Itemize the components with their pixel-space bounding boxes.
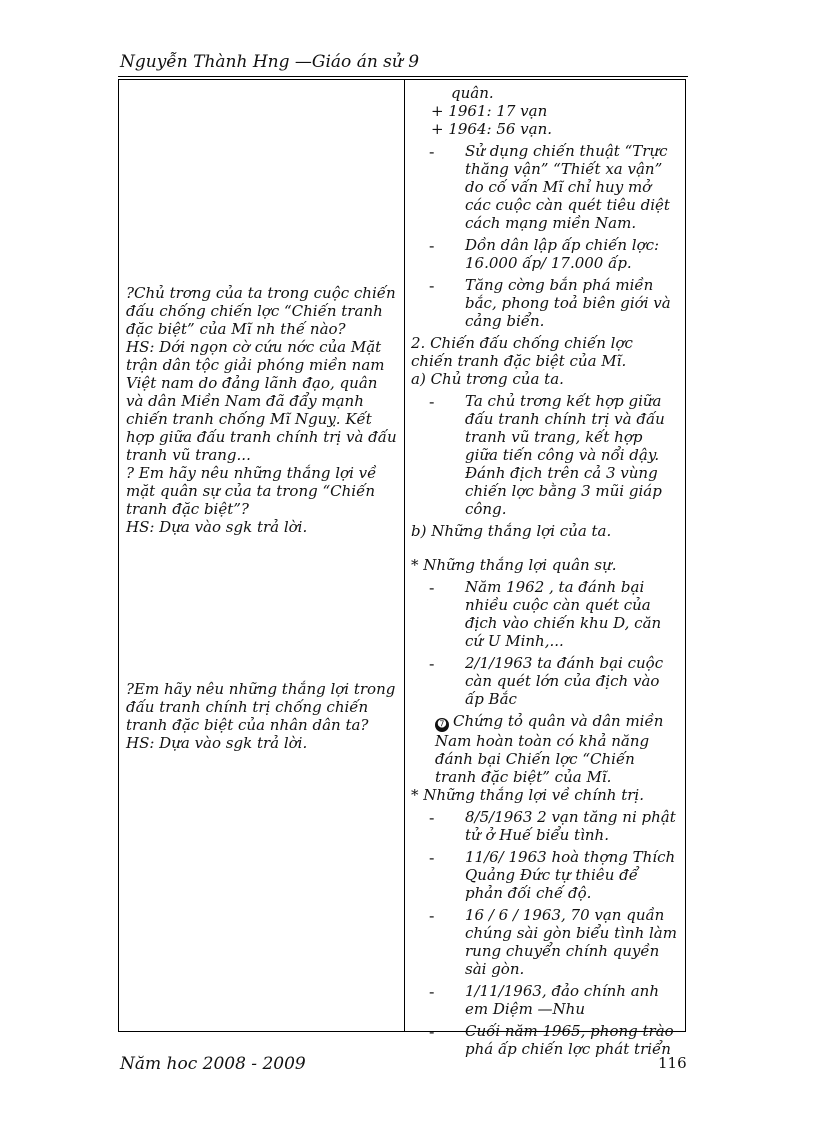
bullet-text: Cuối năm 1965, phong trào phá ấp chiến lợc phát triển (465, 1022, 674, 1058)
plus-item: + 1961: 17 vạn (431, 102, 548, 120)
sub-heading: a) Chủ trơng của ta. (411, 370, 564, 388)
answer-1: HS: Dới ngọn cờ cứu nớc của Mặt trận dân tộc giải phóng miền nam Việt nam do đảng lãnh đạo, quân và dân Miền Nam đã đẩy mạnh chiến tranh chống Mĩ Nguỵ. Kết hợp giữa đấu tranh chính trị và đấu tranh vũ trang... (126, 338, 397, 464)
bullet-text: 11/6/ 1963 hoà thợng Thích Quảng Đức tự thiêu để phản đối chế độ. (465, 848, 676, 902)
bullet-text: Tăng cờng bắn phá miền bắc, phong toả biên giới và cảng biển. (465, 276, 671, 330)
page-header: Nguyễn Thành Hng —Giáo án sử 9 (120, 52, 420, 72)
bullet-text: Dồn dân lập ấp chiến lợc: 16.000 ấp/ 17.000 ấp. (465, 236, 660, 272)
page-number: 116 (658, 1054, 687, 1072)
dash-bullet: - (429, 578, 435, 597)
question-1: ?Chủ trơng của ta trong cuộc chiến đấu chống chiến lợc “Chiến tranh đặc biệt” của Mĩ nh thế nào? (126, 284, 396, 338)
bullet-item (411, 236, 679, 272)
header-rule (118, 76, 688, 77)
bullet-item (411, 654, 679, 708)
bullet-item (411, 808, 679, 844)
bullet-item (411, 982, 679, 1018)
dash-bullet: - (429, 1022, 435, 1041)
question-political (126, 680, 398, 752)
answer-3: HS: Dựa vào sgk trả lời. (126, 734, 308, 752)
bullet-text: Ta chủ trơng kết hợp giữa đấu tranh chính trị và đấu tranh vũ trang, kết hợp giữa tiến công và nổi dậy. Đánh địch trên cả 3 vùng chiến lợc bằng 3 mũi giáp công. (465, 392, 665, 518)
dash-bullet: - (429, 276, 435, 295)
sub-heading: b) Những thắng lợi của ta. (411, 522, 612, 540)
bullet-text: 1/11/1963, đảo chính anh em Diệm —Nhu (465, 982, 660, 1018)
sub-heading: * Những thắng lợi quân sự. (411, 556, 617, 574)
content-block (411, 84, 679, 1062)
teacher-student-column (119, 80, 405, 1031)
content-column (405, 80, 685, 1058)
question-2: ? Em hãy nêu những thắng lợi về mặt quân sự của ta trong “Chiến tranh đặc biệt”? (126, 464, 377, 518)
bullet-item (411, 906, 679, 978)
answer-2: HS: Dựa vào sgk trả lời. (126, 518, 308, 536)
dash-bullet: - (429, 236, 435, 255)
dash-bullet: - (429, 808, 435, 827)
bullet-item (411, 142, 679, 232)
bullet-item (411, 392, 679, 518)
pen-icon: ➐ (435, 718, 449, 732)
conclusion-body: Chứng tỏ quân và dân miền Nam hoàn toàn có khả năng đánh bại Chiến lợc “Chiến tranh đặc biệt” của Mĩ. (435, 712, 664, 786)
plus-item: + 1964: 56 vạn. (431, 120, 553, 138)
dash-bullet: - (429, 392, 435, 411)
conclusion-text (411, 712, 679, 786)
bullet-item (411, 276, 679, 330)
question-3: ?Em hãy nêu những thắng lợi trong đấu tranh chính trị chống chiến tranh đặc biệt của nhân dân ta? (126, 680, 396, 734)
bullet-text: 2/1/1963 ta đánh bại cuộc càn quét lớn của địch vào ấp Bắc (465, 654, 664, 708)
bullet-item (411, 848, 679, 902)
section-heading: 2. Chiến đấu chống chiến lợc chiến tranh đặc biệt của Mĩ. (411, 334, 633, 370)
bullet-text: Sử dụng chiến thuật “Trực thăng vận” “Thiết xa vận” do cố vấn Mĩ chỉ huy mở các cuộc càn quét tiêu diệt cách mạng miền Nam. (465, 142, 670, 232)
dash-bullet: - (429, 982, 435, 1001)
lesson-table (118, 79, 686, 1058)
bullet-text: 16 / 6 / 1963, 70 vạn quần chúng sài gòn biểu tình làm rung chuyển chính quyền sài gòn. (465, 906, 677, 978)
bullet-text: 8/5/1963 2 vạn tăng ni phật tử ở Huế biểu tình. (465, 808, 676, 844)
dash-bullet: - (429, 654, 435, 673)
bullet-item (411, 578, 679, 650)
sub-heading: * Những thắng lợi về chính trị. (411, 786, 644, 804)
dash-bullet: - (429, 142, 435, 161)
text-line: quân. (451, 84, 494, 102)
dash-bullet: - (429, 906, 435, 925)
bullet-item (411, 1022, 679, 1058)
question-strategy (126, 284, 398, 536)
footer-school-year: Năm hoc 2008 - 2009 (120, 1054, 306, 1074)
dash-bullet: - (429, 848, 435, 867)
bullet-text: Năm 1962 , ta đánh bại nhiều cuộc càn quét của địch vào chiến khu D, căn cứ U Minh,... (465, 578, 662, 650)
